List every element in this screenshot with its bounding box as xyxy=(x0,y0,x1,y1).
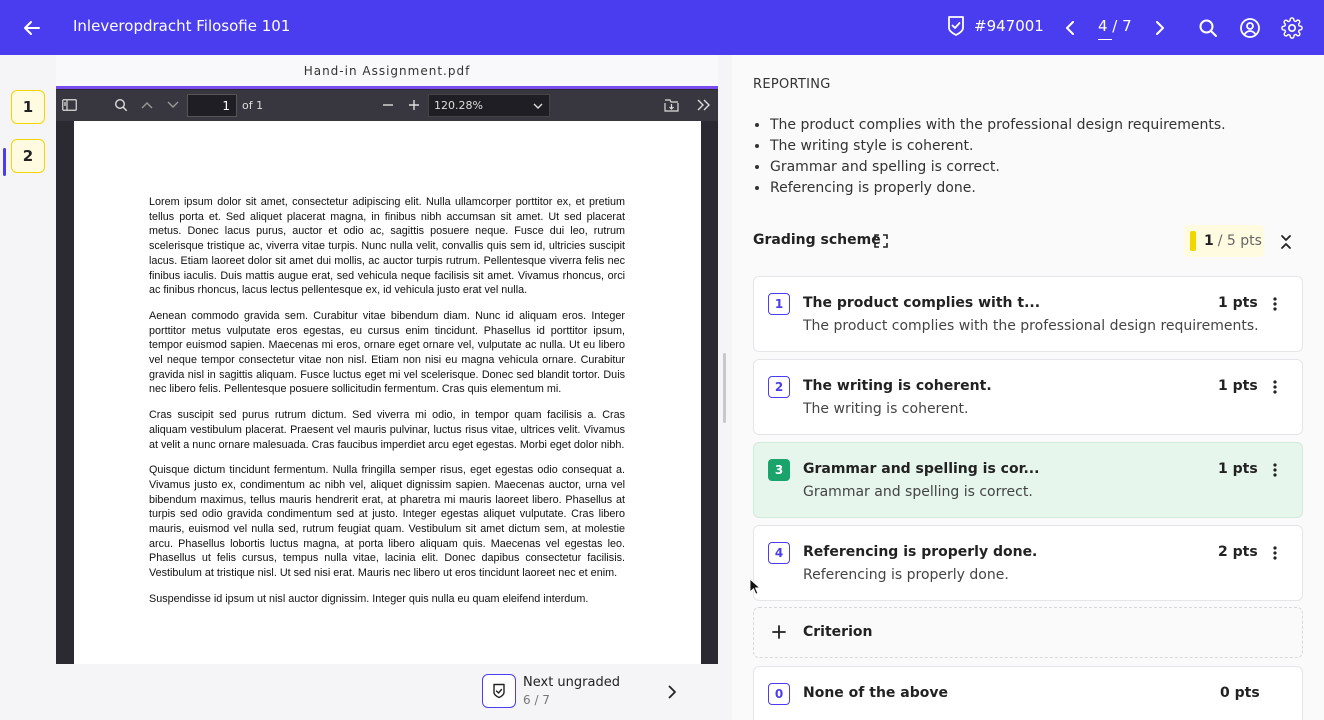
account-button[interactable] xyxy=(1237,15,1263,41)
add-criterion-button[interactable] xyxy=(753,607,1303,658)
next-ungraded-count: 6 / 7 xyxy=(523,693,550,707)
more-vertical-icon xyxy=(1273,463,1277,477)
criterion-title: Grammar and spelling is cor... xyxy=(803,461,1040,477)
criterion-points: 1 pts xyxy=(1218,295,1258,311)
criterion-card-none[interactable] xyxy=(753,666,1303,720)
criterion-menu-button[interactable] xyxy=(1266,543,1284,563)
criterion-number: 1 xyxy=(768,293,790,315)
panel-splitter xyxy=(718,55,732,720)
plus-icon xyxy=(770,623,788,641)
top-bar xyxy=(0,0,1324,55)
list-item: • Referencing is properly done. xyxy=(770,178,1226,199)
sidebar-toggle-button[interactable] xyxy=(60,96,78,114)
chevron-down-icon xyxy=(533,100,543,112)
sidebar-icon xyxy=(62,99,77,111)
pdf-viewer xyxy=(56,55,718,664)
criterion-points: 2 pts xyxy=(1218,544,1258,560)
criterion-description: The writing is coherent. xyxy=(803,401,969,417)
counter-underline xyxy=(1098,39,1112,40)
fullscreen-button[interactable] xyxy=(872,232,890,250)
page-number-input[interactable] xyxy=(187,94,237,117)
pdf-paragraph: Suspendisse id ipsum ut nisl auctor dignissim. Integer quis nulla eu quam eleifend interdum. xyxy=(149,592,589,605)
criterion-number: 3 xyxy=(768,459,790,481)
criterion-points: 1 pts xyxy=(1218,461,1258,477)
expand-icon xyxy=(874,234,888,248)
shield-check-icon xyxy=(492,683,506,699)
criterion-description: The product complies with the professional design requirements. xyxy=(803,318,1259,334)
criterion-menu-button[interactable] xyxy=(1266,460,1284,480)
next-ungraded-bar xyxy=(56,664,718,720)
settings-button[interactable] xyxy=(1279,15,1305,41)
criterion-number: 4 xyxy=(768,542,790,564)
chevron-right-icon xyxy=(1155,21,1165,35)
page-count-label: of 1 xyxy=(242,99,264,112)
plus-icon xyxy=(408,99,420,111)
criterion-number: 2 xyxy=(768,376,790,398)
score-badge xyxy=(1184,225,1264,257)
list-item: • The product complies with the professional design requirements. xyxy=(770,115,1226,136)
pdf-text xyxy=(149,195,625,618)
page-title: Inleveropdracht Filosofie 101 xyxy=(73,17,291,35)
search-button[interactable] xyxy=(1195,15,1221,41)
search-icon xyxy=(114,98,128,112)
arrow-left-icon xyxy=(23,19,41,37)
criterion-menu-button[interactable] xyxy=(1266,294,1284,314)
download-button[interactable] xyxy=(662,96,680,114)
chevron-left-icon xyxy=(1065,21,1075,35)
search-icon xyxy=(1198,18,1218,38)
next-submission-button[interactable] xyxy=(1148,16,1172,40)
score-total: / 5 pts xyxy=(1217,233,1262,249)
criterion-card-2[interactable] xyxy=(753,359,1303,435)
pdf-filename: Hand-in Assignment.pdf xyxy=(56,55,718,89)
page-button-1[interactable]: 1 xyxy=(11,90,45,124)
criterion-card-3[interactable] xyxy=(753,442,1303,518)
collapse-button[interactable] xyxy=(1275,231,1297,253)
download-icon xyxy=(664,99,679,112)
more-vertical-icon xyxy=(1273,546,1277,560)
criterion-card-1[interactable] xyxy=(753,276,1303,352)
more-vertical-icon xyxy=(1273,380,1277,394)
criterion-title: The writing is coherent. xyxy=(803,378,992,394)
more-tools-button[interactable] xyxy=(695,96,713,114)
criterion-card-4[interactable] xyxy=(753,525,1303,601)
pdf-page xyxy=(74,121,701,664)
minus-icon xyxy=(382,99,394,111)
criterion-menu-button[interactable] xyxy=(1266,377,1284,397)
grading-panel xyxy=(732,55,1324,720)
zoom-out-button[interactable] xyxy=(379,96,397,114)
pdf-paragraph: Quisque dictum tincidunt fermentum. Nulla fringilla semper risus, eget egestas odio consequat a. Vivamus justo ex, condimentum ac nibh vel, aliquet dignissim sapien. Maecenas auctor, urna vel bibendum maximus, tellus mauris hendrerit erat, at pharetra mi mauris laoreet libero. Phasellus at turpis sed odio gravida condimentum sed at justo. Integer egestas aliquet vulputate. Cras libero mauris, euismod vel nulla sed, rutrum feugiat quam. Vestibulum sit amet dictum sem, at molestie arcu. Phasellus lobortis luctus magna, at porta libero aliquam quis. Maecenas vel egestas leo. Phasellus ut felis cursus, tempus nulla vitae, lacinia elit. Donec dapibus consectetur facilisis. Vestibulum at tristique nisl. Ut sed nisi erat. Mauris nec libero ut eros tincidunt laoreet nec et enim. xyxy=(149,464,625,580)
criterion-title: The product complies with t... xyxy=(803,295,1041,311)
criterion-title: None of the above xyxy=(803,685,948,701)
pdf-paragraph: Cras suscipit sed purus rutrum dictum. Sed viverra mi odio, in tempor quam facilisis a. Cras aliquam vestibulum placerat. Praesent vel mauris pulvinar, luctus risus vitae, ultrices velit. Vivamus at velit a nunc ornare malesuada. Cras faucibus imperdiet arcu eget egestas. Morbi eget dolor nibh. xyxy=(149,409,625,451)
page-rail xyxy=(0,55,56,720)
chevron-right-icon xyxy=(668,685,677,699)
criterion-description: Grammar and spelling is correct. xyxy=(803,484,1033,500)
pdf-search-button[interactable] xyxy=(112,96,130,114)
section-heading: REPORTING xyxy=(753,77,831,92)
next-page-button[interactable] xyxy=(164,96,182,114)
more-vertical-icon xyxy=(1273,297,1277,311)
add-criterion-label: Criterion xyxy=(803,624,873,640)
page-button-2[interactable]: 2 xyxy=(11,139,45,173)
score-bar xyxy=(1190,231,1196,251)
mouse-cursor-icon xyxy=(749,578,761,596)
requirements-list xyxy=(770,115,1226,199)
next-ungraded-arrow[interactable] xyxy=(662,682,682,702)
next-ungraded-label: Next ungraded xyxy=(523,675,620,690)
collapse-icon xyxy=(1280,234,1292,250)
criterion-number: 0 xyxy=(768,683,790,705)
chevron-down-icon xyxy=(167,101,179,109)
user-circle-icon xyxy=(1239,17,1261,39)
submission-id-label: #947001 xyxy=(974,17,1044,35)
zoom-in-button[interactable] xyxy=(405,96,423,114)
list-item: • Grammar and spelling is correct. xyxy=(770,157,1226,178)
submission-id xyxy=(946,15,1044,37)
shield-check-icon xyxy=(946,15,966,37)
grading-scheme-title: Grading scheme xyxy=(753,232,881,248)
list-item: • The writing style is coherent. xyxy=(770,136,1226,157)
previous-submission-button[interactable] xyxy=(1058,16,1082,40)
next-ungraded-button[interactable] xyxy=(482,674,516,708)
previous-page-button[interactable] xyxy=(138,96,156,114)
score-value: 1 xyxy=(1204,233,1214,249)
criterion-points: 1 pts xyxy=(1218,378,1258,394)
active-page-indicator xyxy=(3,148,6,176)
double-chevron-right-icon xyxy=(697,99,711,111)
zoom-value: 120.28% xyxy=(434,99,483,112)
splitter-handle[interactable] xyxy=(723,353,726,423)
back-button[interactable] xyxy=(18,14,46,42)
criterion-points: 0 pts xyxy=(1220,685,1260,701)
submission-counter[interactable]: 4 / 7 xyxy=(1098,17,1132,35)
pdf-paragraph: Aenean commodo gravida sem. Curabitur vitae bibendum diam. Nunc id aliquam eros. Integer porttitor metus vulputate eros egestas, eu cursus enim tincidunt. Phasellus id porttitor ipsum, tempor euismod sapien. Maecenas mi eros, ornare eget ornare vel, vulputate ac nulla. Ut eu libero vel neque tempor consectetur vitae non nisl. Etiam non nisi eu magna vehicula ornare. Curabitur gravida nisl in sagittis aliquam. Fusce luctus eget mi vel scelerisque. Donec sed blandit tortor. Duis nec libero felis. Pellentesque posuere sollicitudin fermentum. Cras quis elementum mi. xyxy=(149,309,625,396)
pdf-toolbar xyxy=(56,90,718,121)
criterion-title: Referencing is properly done. xyxy=(803,544,1038,560)
pdf-paragraph: Lorem ipsum dolor sit amet, consectetur adipiscing elit. Nulla ullamcorper porttitor ex, et pretium tellus porta et. Sed aliquet placerat magna, in finibus nibh accumsan sit amet. Ut sed placerat metus. Donec lacus purus, auctor et odio ac, sagittis posuere neque. Fusce dui leo, rutrum scelerisque tristique ac, viverra vitae turpis. Nunc nulla velit, convallis quis sem id, ultricies suscipit lacus. Etiam laoreet dolor sit amet dui mollis, ac auctor turpis rutrum. Pellentesque viverra felis nec finibus iaculis. Duis mattis augue erat, sed vehicula neque facilisis sit amet. Vivamus rhoncus, orci ac finibus rhoncus, lacus lectus pellentesque ex, id vehicula justo erat vel nulla. xyxy=(149,196,625,297)
chevron-up-icon xyxy=(141,101,153,109)
zoom-select[interactable] xyxy=(428,94,550,117)
criterion-description: Referencing is properly done. xyxy=(803,567,1009,583)
gear-icon xyxy=(1281,17,1303,39)
